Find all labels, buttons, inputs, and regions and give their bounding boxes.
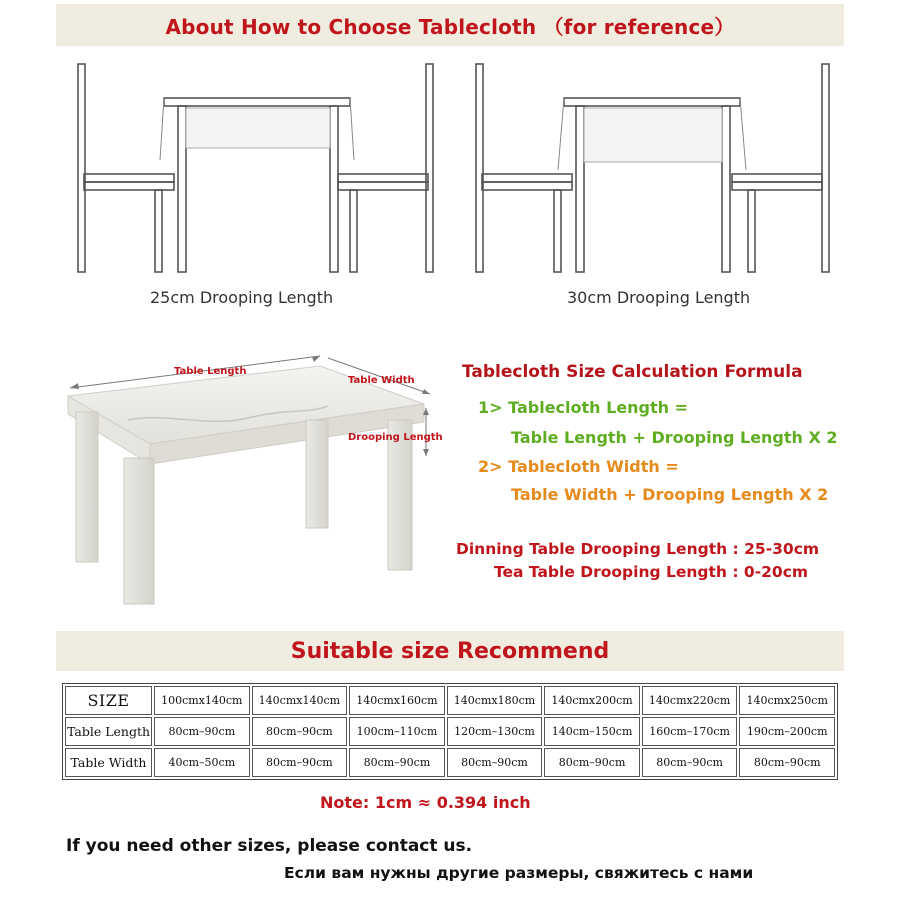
- recommend-title: Suitable size Recommend: [290, 638, 610, 664]
- photo-label-width: Table Width: [348, 375, 415, 386]
- photo-label-drooping: Drooping Length: [348, 432, 443, 443]
- formula-length-label: 1> Tablecloth Length =: [478, 398, 689, 417]
- formula-width-expression: Table Width + Drooping Length X 2: [511, 485, 829, 504]
- length-cell: 190cm–200cm: [739, 717, 835, 746]
- size-cell: 100cmx140cm: [154, 686, 250, 715]
- contact-russian: Если вам нужны другие размеры, свяжитесь с нами: [284, 864, 754, 882]
- size-cell: 140cmx200cm: [544, 686, 640, 715]
- table-row: [65, 717, 835, 746]
- table-photo: [58, 348, 450, 610]
- width-cell: 40cm–50cm: [154, 748, 250, 777]
- caption-25cm: 25cm Drooping Length: [150, 288, 334, 307]
- drooping-25cm-diagram: [60, 56, 450, 278]
- length-cell: 140cm–150cm: [544, 717, 640, 746]
- width-cell: 80cm–90cm: [739, 748, 835, 777]
- table-row: [65, 748, 835, 777]
- dining-drooping-length: Dinning Table Drooping Length : 25-30cm: [456, 540, 820, 558]
- length-cell: 120cm–130cm: [447, 717, 543, 746]
- drooping-30cm-diagram: [460, 56, 850, 278]
- size-cell: 140cmx250cm: [739, 686, 835, 715]
- header-banner: [56, 4, 844, 46]
- contact-english: If you need other sizes, please contact us.: [66, 836, 473, 856]
- table-length-header-cell: Table Length: [65, 717, 152, 746]
- size-cell: 140cmx180cm: [447, 686, 543, 715]
- length-cell: 80cm–90cm: [252, 717, 348, 746]
- length-cell: 80cm–90cm: [154, 717, 250, 746]
- table-width-header-cell: Table Width: [65, 748, 152, 777]
- tea-drooping-length: Tea Table Drooping Length : 0-20cm: [494, 563, 809, 581]
- size-table: [62, 683, 838, 780]
- photo-label-length: Table Length: [174, 366, 247, 377]
- unit-note: Note: 1cm ≈ 0.394 inch: [320, 793, 531, 812]
- width-cell: 80cm–90cm: [642, 748, 738, 777]
- length-cell: 100cm–110cm: [349, 717, 445, 746]
- caption-30cm: 30cm Drooping Length: [567, 288, 751, 307]
- width-cell: 80cm–90cm: [544, 748, 640, 777]
- table-row: [65, 686, 835, 715]
- page-title: About How to Choose Tablecloth （for reference）: [165, 14, 735, 39]
- formula-width-label: 2> Tablecloth Width =: [478, 457, 679, 476]
- size-cell: 140cmx160cm: [349, 686, 445, 715]
- size-cell: 140cmx220cm: [642, 686, 738, 715]
- length-cell: 160cm–170cm: [642, 717, 738, 746]
- width-cell: 80cm–90cm: [349, 748, 445, 777]
- formula-title: Tablecloth Size Calculation Formula: [462, 362, 803, 382]
- size-cell: 140cmx140cm: [252, 686, 348, 715]
- size-header-cell: SIZE: [65, 686, 152, 715]
- recommend-banner: [56, 631, 844, 671]
- formula-length-expression: Table Length + Drooping Length X 2: [511, 428, 838, 447]
- width-cell: 80cm–90cm: [252, 748, 348, 777]
- width-cell: 80cm–90cm: [447, 748, 543, 777]
